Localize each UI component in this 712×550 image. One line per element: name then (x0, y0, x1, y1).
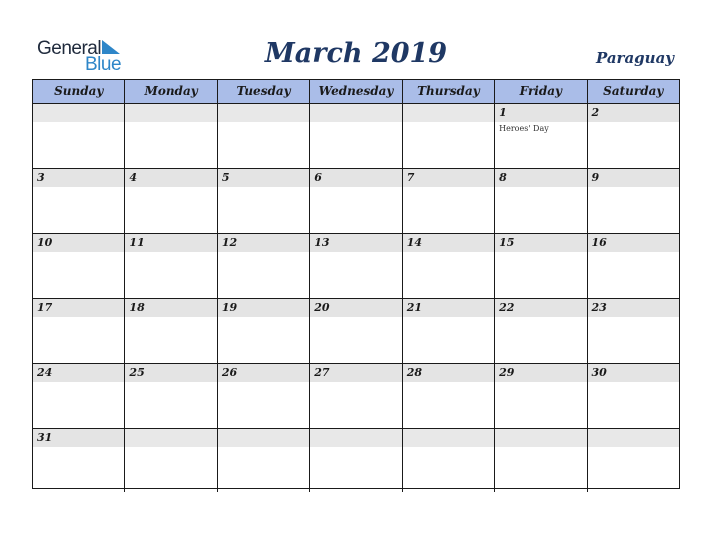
week-row (33, 169, 679, 234)
day-number-bar (588, 234, 679, 252)
month-calendar (32, 79, 680, 489)
day-number-bar (310, 299, 401, 317)
week-row (33, 104, 679, 169)
day-number-bar (495, 364, 586, 382)
day-cell-empty (218, 429, 310, 492)
day-cell-empty (218, 104, 310, 168)
day-number: 21 (406, 301, 422, 314)
day-number-bar (125, 429, 216, 447)
day-number-bar (33, 169, 124, 187)
day-number: 1 (499, 106, 507, 119)
day-cell-empty (403, 429, 495, 492)
weekday-header-monday: Monday (125, 80, 217, 103)
day-number: 10 (37, 236, 53, 249)
day-cell-2 (588, 104, 679, 168)
logo-word-blue: Blue (85, 54, 122, 75)
day-cell-25 (125, 364, 217, 428)
day-number: 5 (221, 171, 230, 184)
weekday-header-wednesday: Wednesday (310, 80, 402, 103)
day-number: 27 (314, 366, 330, 379)
day-number-bar (495, 429, 586, 447)
day-cell-empty (125, 104, 217, 168)
day-cell-1 (495, 104, 587, 168)
day-number: 23 (591, 301, 607, 314)
day-number: 11 (129, 236, 145, 249)
day-cell-22 (495, 299, 587, 363)
day-number-bar (588, 104, 679, 122)
day-cell-20 (310, 299, 402, 363)
week-row (33, 429, 679, 492)
weekday-header-tuesday: Tuesday (218, 80, 310, 103)
day-cell-empty (588, 429, 679, 492)
day-cell-empty (310, 104, 402, 168)
day-cell-21 (403, 299, 495, 363)
day-cell-4 (125, 169, 217, 233)
day-cell-9 (588, 169, 679, 233)
day-cell-3 (33, 169, 125, 233)
day-cell-empty (310, 429, 402, 492)
day-cell-7 (403, 169, 495, 233)
day-cell-17 (33, 299, 125, 363)
day-cell-19 (218, 299, 310, 363)
day-number-bar (495, 104, 586, 122)
day-number-bar (495, 234, 586, 252)
day-number-bar (495, 299, 586, 317)
day-number-bar (588, 169, 679, 187)
day-number-bar (125, 234, 216, 252)
day-number: 6 (314, 171, 322, 184)
day-cell-empty (495, 429, 587, 492)
day-number-bar (403, 364, 494, 382)
day-number-bar (310, 169, 401, 187)
day-number: 26 (221, 366, 238, 379)
day-cell-11 (125, 234, 217, 298)
day-number-bar (495, 169, 586, 187)
weekday-header-row (33, 80, 679, 104)
day-number-bar (310, 104, 401, 122)
day-number: 20 (314, 301, 330, 314)
day-cell-15 (495, 234, 587, 298)
day-number: 14 (406, 236, 422, 249)
day-number: 2 (591, 106, 600, 119)
day-number-bar (403, 234, 494, 252)
day-number: 31 (37, 431, 53, 444)
day-number: 7 (406, 171, 415, 184)
day-number-bar (218, 299, 309, 317)
day-cell-24 (33, 364, 125, 428)
day-number-bar (403, 169, 494, 187)
day-cell-6 (310, 169, 402, 233)
day-number: 19 (221, 301, 238, 314)
day-number-bar (403, 299, 494, 317)
day-number: 4 (129, 171, 138, 184)
day-number-bar (310, 364, 401, 382)
week-row (33, 234, 679, 299)
week-row (33, 364, 679, 429)
day-number: 29 (499, 366, 515, 379)
day-number-bar (588, 299, 679, 317)
day-number-bar (403, 104, 494, 122)
day-cell-14 (403, 234, 495, 298)
day-number-bar (310, 429, 401, 447)
day-cell-29 (495, 364, 587, 428)
weekday-header-thursday: Thursday (403, 80, 495, 103)
day-number: 24 (37, 366, 53, 379)
day-number: 18 (129, 301, 145, 314)
day-cell-26 (218, 364, 310, 428)
day-cell-5 (218, 169, 310, 233)
day-number: 17 (37, 301, 53, 314)
weekday-header-friday: Friday (495, 80, 587, 103)
week-row (33, 299, 679, 364)
day-number: 30 (591, 366, 607, 379)
day-number-bar (588, 429, 679, 447)
logo-word-general: General (37, 38, 102, 59)
day-cell-empty (125, 429, 217, 492)
day-number-bar (33, 299, 124, 317)
day-number-bar (33, 234, 124, 252)
day-number-bar (33, 364, 124, 382)
day-number: 9 (591, 171, 600, 184)
day-number-bar (310, 234, 401, 252)
day-number: 16 (591, 236, 607, 249)
day-cell-empty (33, 104, 125, 168)
day-cell-12 (218, 234, 310, 298)
day-cell-30 (588, 364, 679, 428)
day-number-bar (218, 104, 309, 122)
weekday-header-sunday: Sunday (33, 80, 125, 103)
day-number: 22 (499, 301, 515, 314)
day-number-bar (218, 429, 309, 447)
day-cell-8 (495, 169, 587, 233)
day-cell-16 (588, 234, 679, 298)
day-cell-31 (33, 429, 125, 492)
holiday-label: Heroes' Day (499, 124, 549, 133)
day-number: 13 (314, 236, 330, 249)
day-cell-empty (403, 104, 495, 168)
weekday-header-saturday: Saturday (603, 84, 664, 98)
day-number: 3 (37, 171, 45, 184)
day-cell-27 (310, 364, 402, 428)
day-cell-18 (125, 299, 217, 363)
day-number: 25 (129, 366, 145, 379)
day-number: 15 (499, 236, 515, 249)
day-number-bar (33, 104, 124, 122)
day-number-bar (588, 364, 679, 382)
day-cell-13 (310, 234, 402, 298)
day-number-bar (33, 429, 124, 447)
day-number-bar (403, 429, 494, 447)
day-number: 12 (221, 236, 238, 249)
day-number-bar (125, 169, 216, 187)
day-number-bar (218, 169, 309, 187)
calendar-title: March 2019 (264, 38, 448, 69)
day-number-bar (218, 364, 309, 382)
day-number-bar (218, 234, 309, 252)
day-cell-10 (33, 234, 125, 298)
day-cell-28 (403, 364, 495, 428)
day-number-bar (125, 364, 216, 382)
day-number-bar (125, 299, 216, 317)
day-number: 28 (406, 366, 422, 379)
country-name: Paraguay (595, 49, 674, 67)
day-number: 8 (499, 171, 507, 184)
day-number-bar (125, 104, 216, 122)
day-cell-23 (588, 299, 679, 363)
